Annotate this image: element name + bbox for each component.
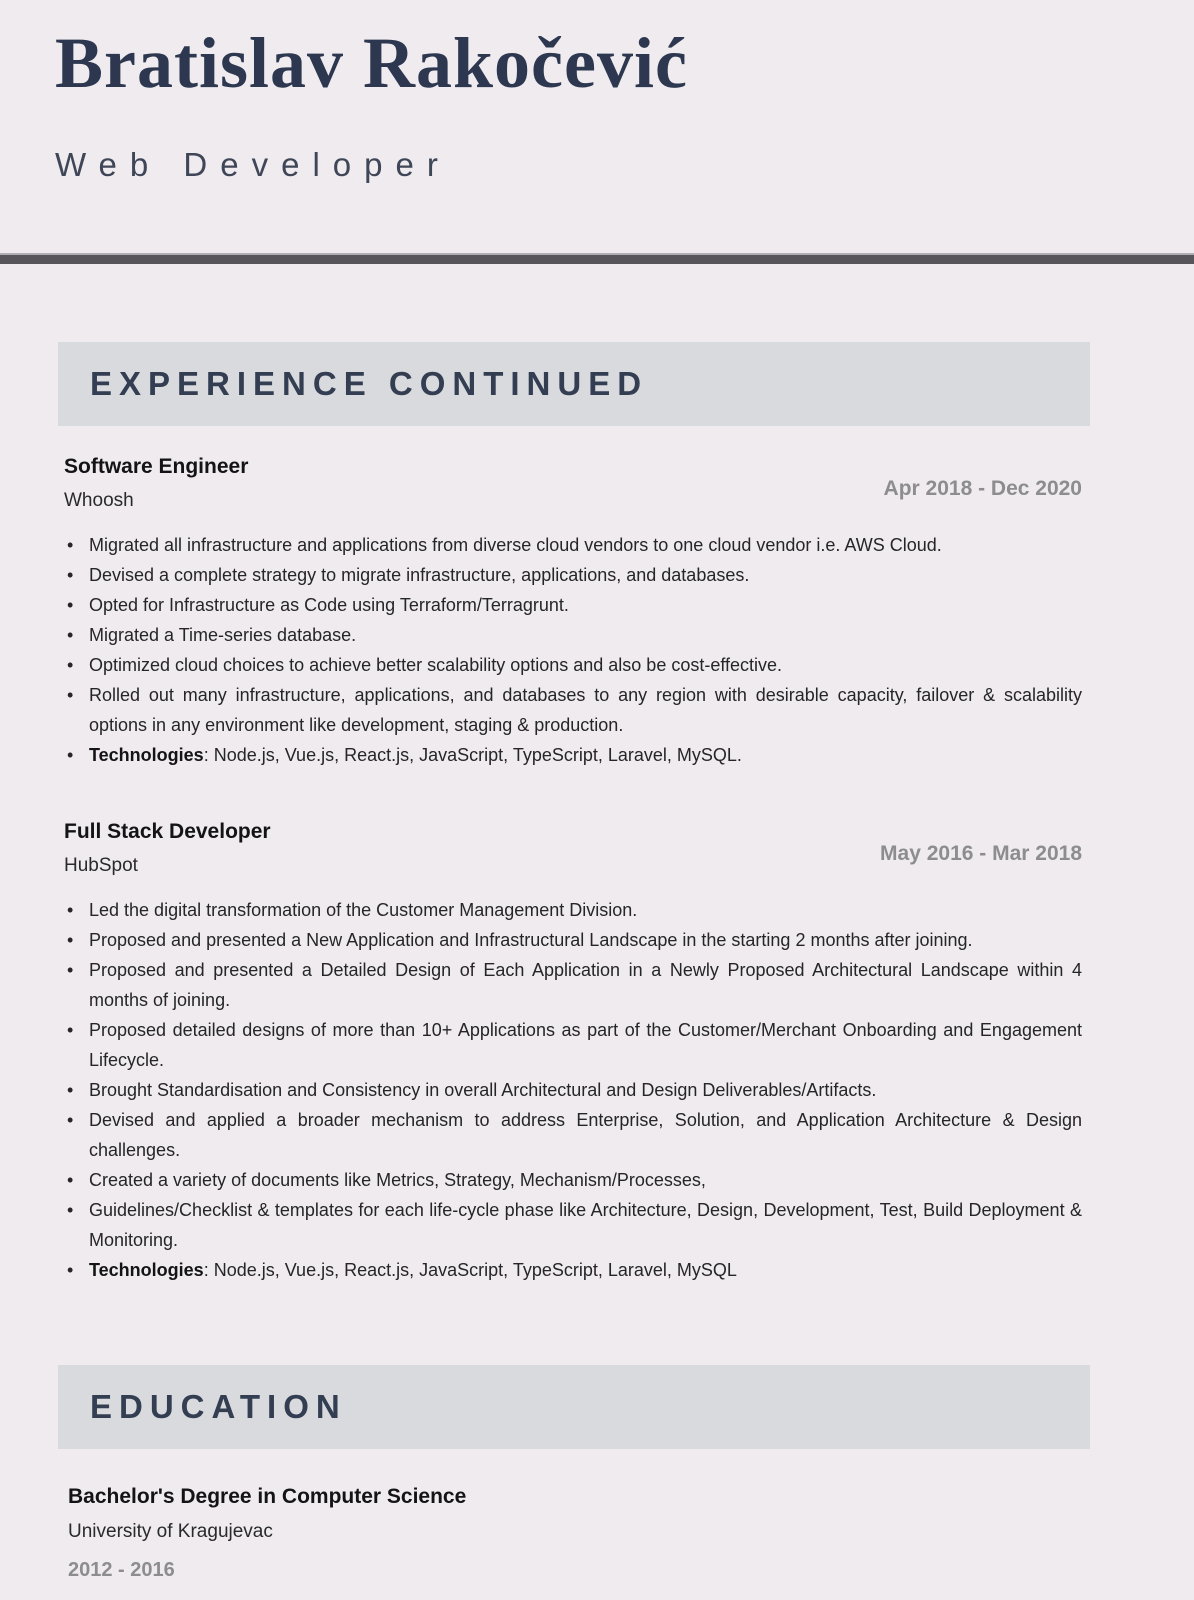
bullet-item: • Proposed and presented a Detailed Design of Each Application in a Newly Proposed Architectural Landscape within 4 months of joining. bbox=[64, 955, 1082, 1015]
bullet-item: • Proposed detailed designs of more than 10+ Applications as part of the Customer/Merchant Onboarding and Engagement Lifecycle. bbox=[64, 1015, 1082, 1075]
bullet-item: • Opted for Infrastructure as Code using Terraform/Terragrunt. bbox=[64, 590, 1082, 620]
page-header bbox=[0, 0, 1194, 181]
education-section-title: EDUCATION bbox=[90, 1387, 347, 1425]
section-education bbox=[0, 1365, 1194, 1583]
experience-section-title: EXPERIENCE CONTINUED bbox=[90, 364, 649, 402]
job-title: Full Stack Developer bbox=[64, 819, 271, 843]
education-degree: Bachelor's Degree in Computer Science bbox=[68, 1484, 467, 1508]
job-company: HubSpot bbox=[64, 854, 138, 876]
bullet-item: • Guidelines/Checklist & templates for each life-cycle phase like Architecture, Design, Development, Test, Build Deployment & Monitoring. bbox=[64, 1195, 1082, 1255]
experience-section-band bbox=[58, 342, 1090, 426]
bullet-item: • Migrated all infrastructure and applications from diverse cloud vendors to one cloud vendor i.e. AWS Cloud. bbox=[64, 530, 1082, 560]
section-experience bbox=[0, 342, 1194, 1285]
bullet-item: • Brought Standardisation and Consistency in overall Architectural and Design Deliverables/Artifacts. bbox=[64, 1075, 1082, 1105]
job-bullet-list bbox=[64, 895, 1082, 1285]
bullet-item: • Devised a complete strategy to migrate infrastructure, applications, and databases. bbox=[64, 560, 1082, 590]
education-school: University of Kragujevac bbox=[68, 1520, 273, 1542]
candidate-role: Web Developer bbox=[55, 145, 451, 183]
bullet-item: • Led the digital transformation of the Customer Management Division. bbox=[64, 895, 1082, 925]
education-section-band bbox=[58, 1365, 1090, 1449]
bullet-item: • Technologies: Node.js, Vue.js, React.js, JavaScript, TypeScript, Laravel, MySQL bbox=[64, 1255, 1082, 1285]
job-company: Whoosh bbox=[64, 489, 134, 511]
header-divider bbox=[0, 253, 1194, 264]
bullet-item: • Devised and applied a broader mechanism to address Enterprise, Solution, and Application Architecture & Design challenges. bbox=[64, 1105, 1082, 1165]
candidate-name: Bratislav Rakočević bbox=[55, 23, 688, 103]
bullet-item: • Optimized cloud choices to achieve better scalability options and also be cost-effective. bbox=[64, 650, 1082, 680]
bullet-item: • Proposed and presented a New Application and Infrastructural Landscape in the starting 2 months after joining. bbox=[64, 925, 1082, 955]
education-entry bbox=[68, 1483, 1082, 1583]
job-dates: May 2016 - Mar 2018 bbox=[880, 841, 1082, 865]
bullet-item: • Migrated a Time-series database. bbox=[64, 620, 1082, 650]
job-title: Software Engineer bbox=[64, 454, 249, 478]
education-dates: 2012 - 2016 bbox=[68, 1558, 175, 1581]
job-entry-software-engineer bbox=[64, 453, 1082, 770]
bullet-item: • Rolled out many infrastructure, applications, and databases to any region with desirable capacity, failover & scalability options in any environment like development, staging & production. bbox=[64, 680, 1082, 740]
bullet-item: • Created a variety of documents like Metrics, Strategy, Mechanism/Processes, bbox=[64, 1165, 1082, 1195]
job-entry-full-stack-developer bbox=[64, 818, 1082, 1285]
job-bullet-list bbox=[64, 530, 1082, 770]
bullet-item: • Technologies: Node.js, Vue.js, React.js, JavaScript, TypeScript, Laravel, MySQL. bbox=[64, 740, 1082, 770]
job-dates: Apr 2018 - Dec 2020 bbox=[883, 476, 1082, 500]
